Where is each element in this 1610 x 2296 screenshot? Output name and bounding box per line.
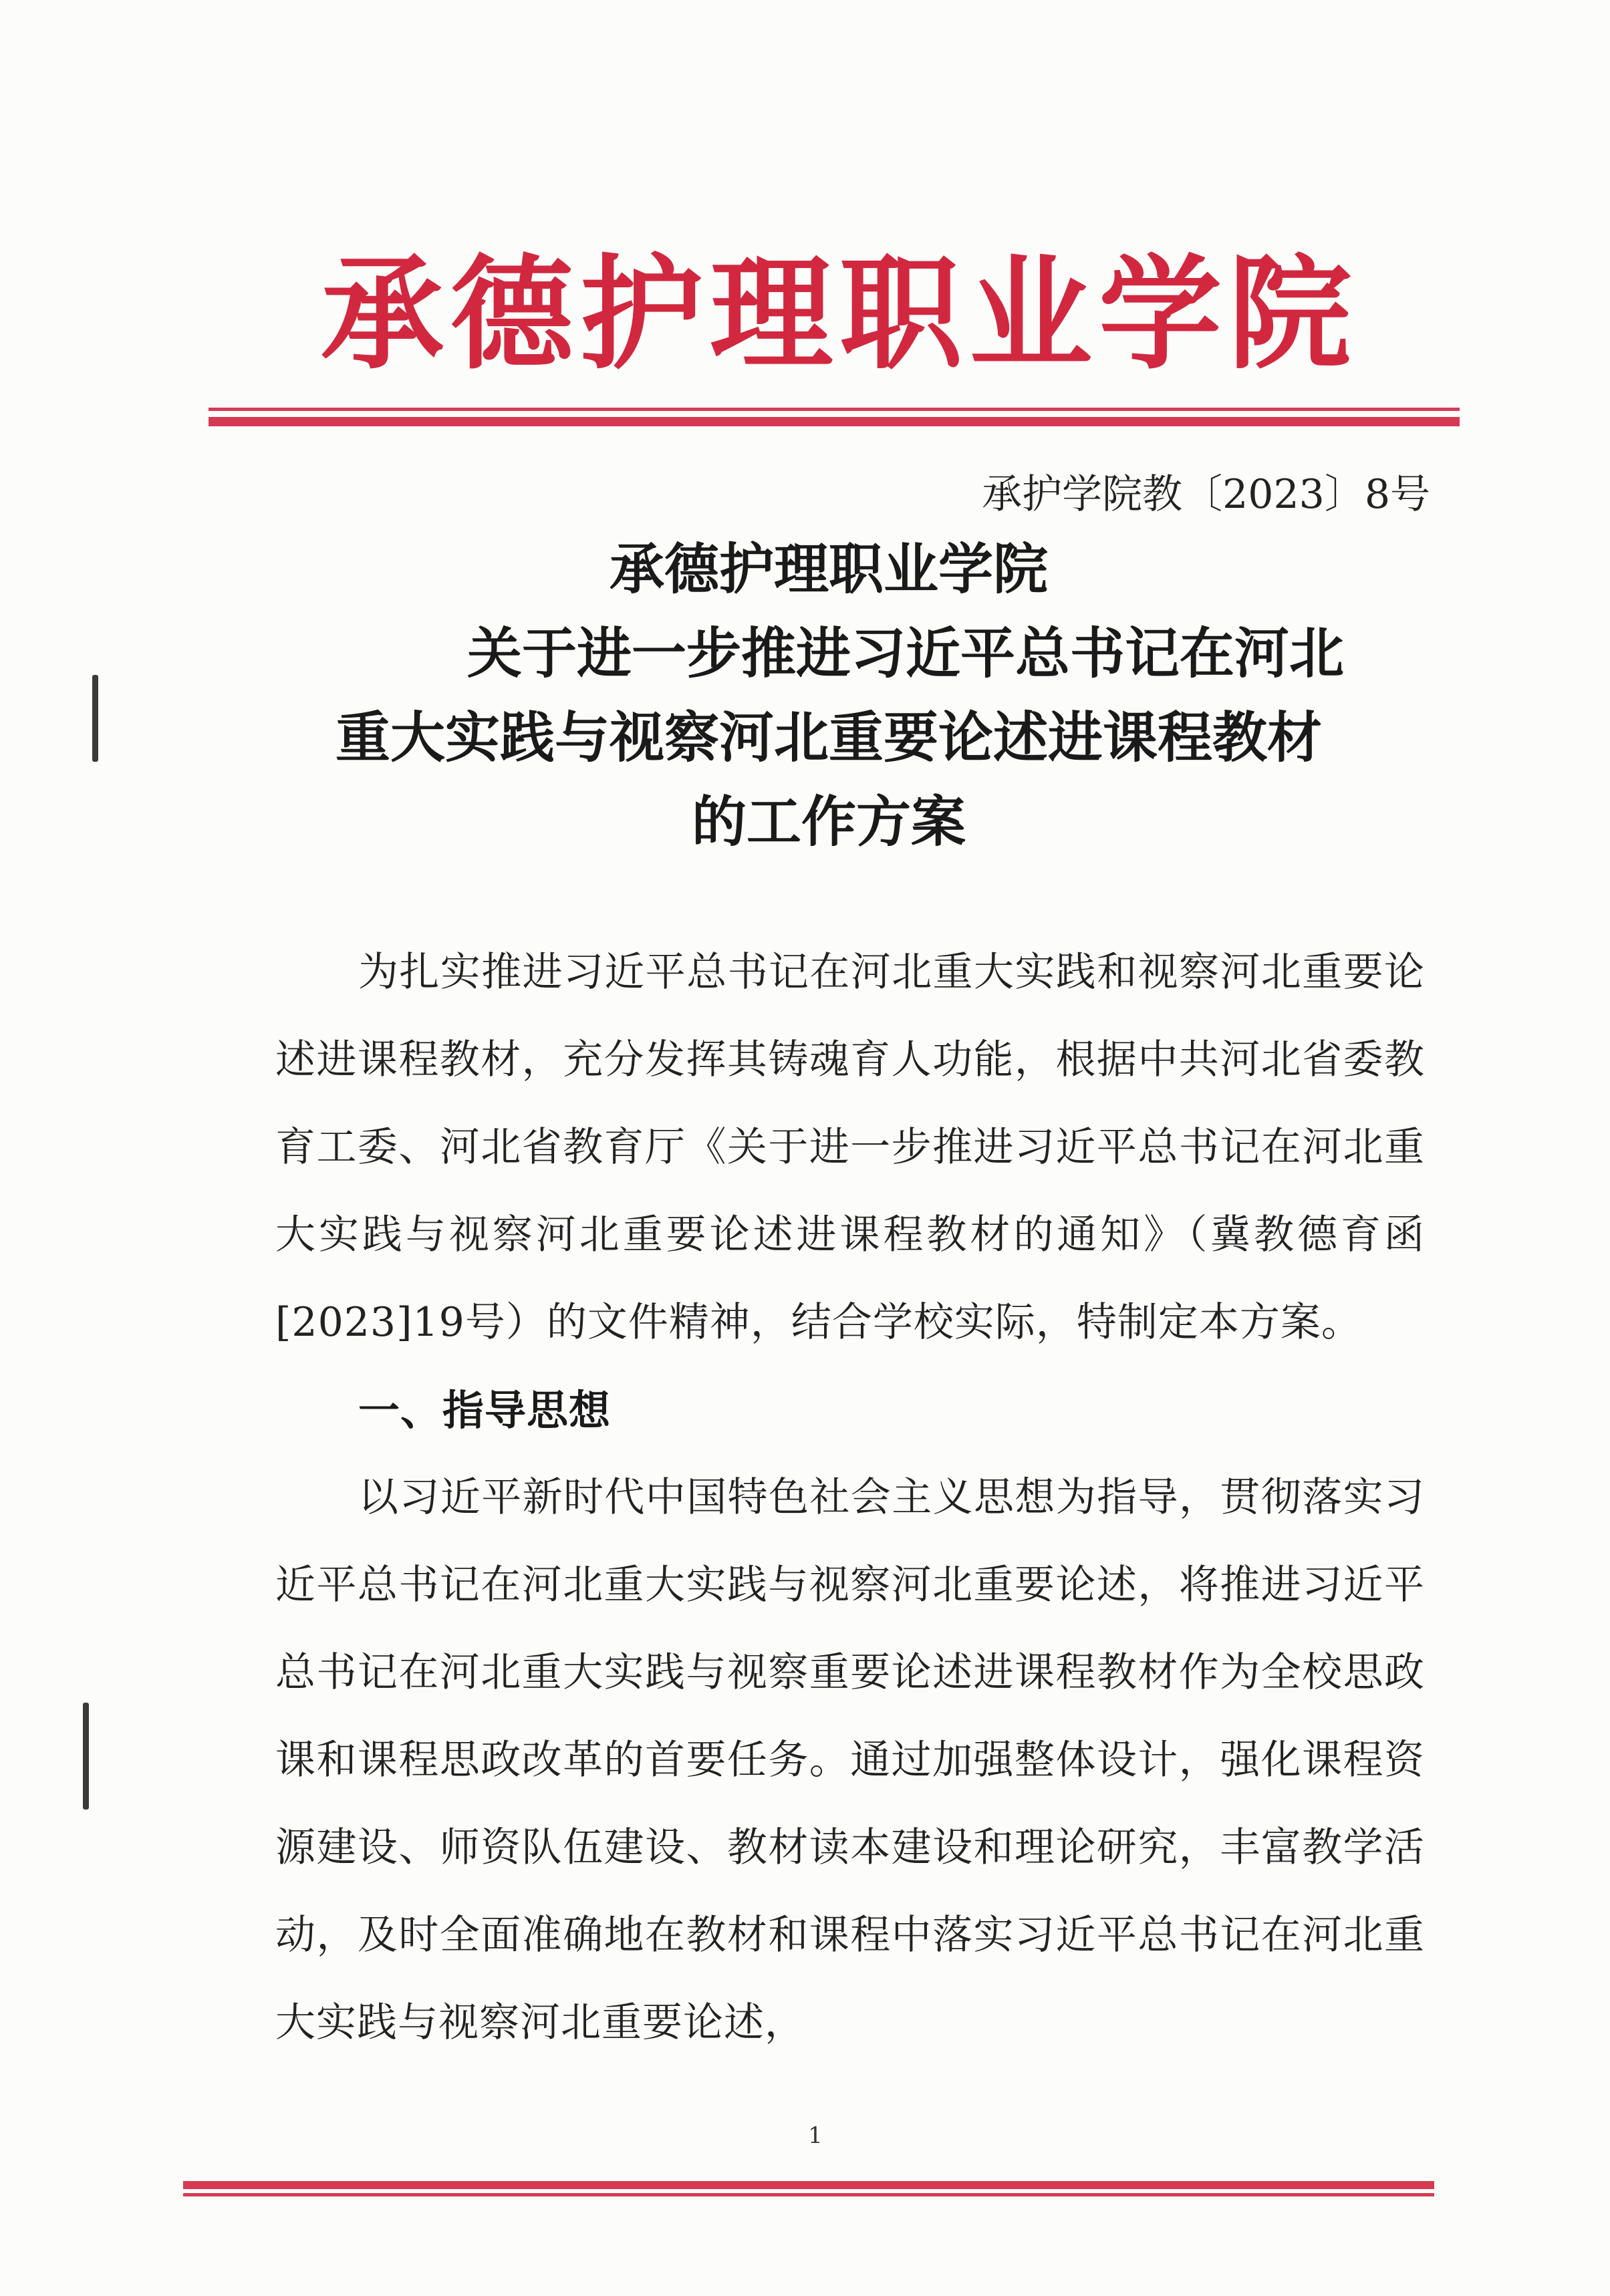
title-line-1: 承德护理职业学院 bbox=[609, 538, 1048, 601]
page-number: 1 bbox=[808, 2122, 823, 2149]
title-line-2: 关于进一步推进习近平总书记在河北 bbox=[466, 622, 1344, 686]
title-line-3: 重大实践与视察河北重要论述进课程教材 bbox=[335, 706, 1322, 770]
binding-mark-top bbox=[92, 675, 98, 762]
document-number: 承护学院教〔2023〕8号 bbox=[982, 471, 1430, 518]
header-rule-thick bbox=[209, 417, 1460, 426]
binding-mark-bottom bbox=[83, 1703, 89, 1810]
document-title bbox=[241, 528, 1417, 865]
document-body bbox=[275, 929, 1425, 2067]
institution-masthead: 承德护理职业学院 bbox=[321, 242, 1359, 386]
header-rule-thin bbox=[209, 408, 1460, 411]
intro-paragraph: 为扎实推进习近平总书记在河北重大实践和视察河北重要论述进课程教材，充分发挥其铸魂育人功能，根据中共河北省委教育工委、河北省教育厅《关于进一步推进习近平总书记在河北重大实践与视察河北重要论述进课程教材的通知》（冀教德育函[2023]19号）的文件精神，结合学校实际，特制定本方案。 bbox=[275, 949, 1425, 1346]
guiding-ideology-paragraph: 以习近平新时代中国特色社会主义思想为指导，贯彻落实习近平总书记在河北重大实践与视察河北重要论述，将推进习近平总书记在河北重大实践与视察重要论述进课程教材作为全校思政课和课程思政改革的首要任务。通过加强整体设计，强化课程资源建设、师资队伍建设、教材读本建设和理论研究，丰富教学活动，及时全面准确地在教材和课程中落实习近平总书记在河北重大实践与视察河北重要论述， bbox=[275, 1474, 1425, 2046]
title-line-4: 的工作方案 bbox=[691, 791, 966, 854]
footer-rule-thick bbox=[183, 2181, 1434, 2189]
section-heading-guiding-ideology: 一、指导思想 bbox=[358, 1386, 612, 1435]
footer-rule-thin bbox=[183, 2193, 1434, 2196]
